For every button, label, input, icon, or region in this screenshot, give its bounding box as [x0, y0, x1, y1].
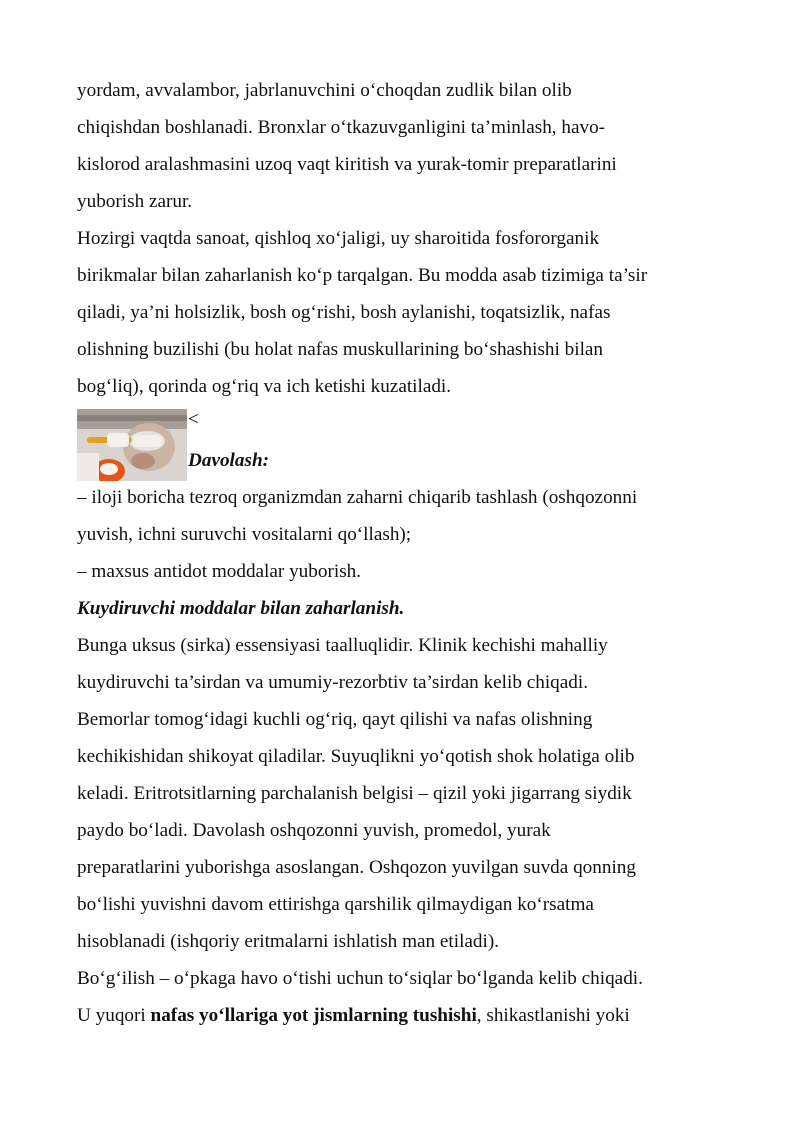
photo-image: [77, 409, 187, 481]
text-line: kuydiruvchi ta’sirdan va umumiy-rezorbtiv ta’sirdan kelib chiqadi.: [77, 672, 588, 693]
stray-symbol: <: [188, 409, 199, 430]
medical-photo: [77, 409, 187, 481]
text-line: paydo bo‘ladi. Davolash oshqozonni yuvish, promedol, yurak: [77, 820, 551, 841]
text-line: yuborish zarur.: [77, 191, 193, 212]
text-line: preparatlarini yuborishga asoslangan. Oshqozon yuvilgan suvda qonning: [77, 857, 636, 878]
text-line: kislorod aralashmasini uzoq vaqt kiritish va yurak-tomir preparatlarini: [77, 154, 617, 175]
text-line: hisoblanadi (ishqoriy eritmalarni ishlatish man etiladi).: [77, 931, 500, 952]
list-item: – iloji boricha tezroq organizmdan zaharni chiqarib tashlash (oshqozonni: [77, 487, 638, 508]
list-item: yuvish, ichni suruvchi vositalarni qo‘llash);: [77, 524, 412, 545]
text-line: keladi. Eritrotsitlarning parchalanish belgisi – qizil yoki jigarrang siydik: [77, 783, 632, 804]
text-line: birikmalar bilan zaharlanish ko‘p tarqalgan. Bu modda asab tizimiga ta’sir: [77, 265, 648, 286]
text-line: olishning buzilishi (bu holat nafas muskullarining bo‘shashishi bilan: [77, 339, 604, 360]
text-line: chiqishdan boshlanadi. Bronxlar o‘tkazuvganligini ta’minlash, havo-: [77, 117, 606, 138]
text-line: yordam, avvalambor, jabrlanuvchini o‘choqdan zudlik bilan olib: [77, 80, 572, 101]
section-heading: Kuydiruvchi moddalar bilan zaharlanish.: [77, 598, 405, 619]
text-line: bo‘lishi yuvishni davom ettirishga qarshilik qilmaydigan ko‘rsatma: [77, 894, 594, 915]
text-line: qiladi, ya’ni holsizlik, bosh og‘rishi, bosh aylanishi, toqatsizlik, nafas: [77, 302, 611, 323]
text-line: Bemorlar tomog‘idagi kuchli og‘riq, qayt qilishi va nafas olishning: [77, 709, 593, 730]
figure-row: [77, 405, 727, 479]
text-run: , shikastlanishi yoki: [476, 1005, 630, 1026]
document-page: [77, 72, 727, 1034]
text-line: kechikishidan shikoyat qiladilar. Suyuqlikni yo‘qotish shok holatiga olib: [77, 746, 635, 767]
bold-phrase: nafas yo‘llariga yot jismlarning tushishi: [150, 1005, 477, 1026]
treatment-list: [77, 479, 727, 590]
text-line-mixed: [77, 997, 727, 1034]
list-item: – maxsus antidot moddalar yuborish.: [77, 561, 362, 582]
paragraph-section: [77, 627, 727, 1034]
treatment-heading: Davolash:: [188, 450, 270, 471]
text-run: U yuqori: [77, 1005, 151, 1026]
text-line: Bunga uksus (sirka) essensiyasi taalluqlidir. Klinik kechishi mahalliy: [77, 635, 608, 656]
text-line: Bo‘g‘ilish – o‘pkaga havo o‘tishi uchun to‘siqlar bo‘lganda kelib chiqadi.: [77, 968, 643, 989]
text-line: bog‘liq), qorinda og‘riq va ich ketishi kuzatiladi.: [77, 376, 452, 397]
paragraph-intro: [77, 72, 727, 405]
text-line: Hozirgi vaqtda sanoat, qishloq xo‘jaligi, uy sharoitida fosfororganik: [77, 228, 600, 249]
